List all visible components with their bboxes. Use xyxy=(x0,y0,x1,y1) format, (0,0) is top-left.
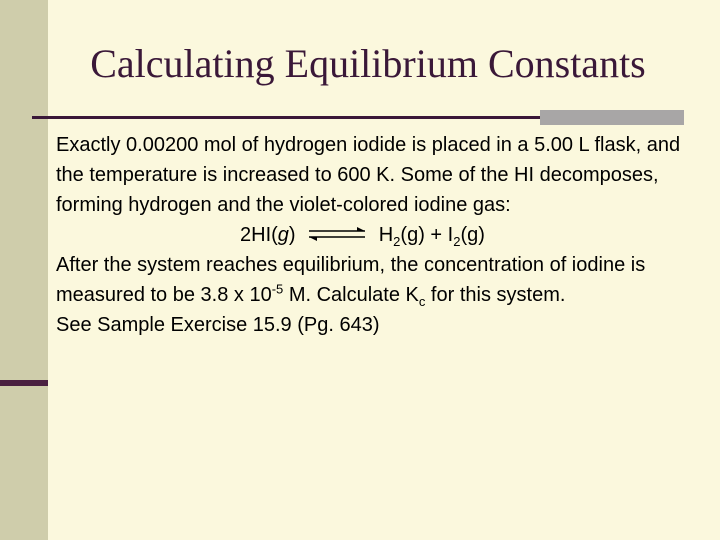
slide-body xyxy=(56,130,706,340)
question-statement xyxy=(56,250,706,310)
equation-product2-tail: (g) xyxy=(460,224,485,246)
equation-product1-sub: 2 xyxy=(393,234,401,249)
slide-title: Calculating Equilibrium Constants xyxy=(90,41,646,86)
problem-statement: Exactly 0.00200 mol of hydrogen iodide is placed in a 5.00 L flask, and the temperature is increased to 600 K. Some of the HI decomposes, forming hydrogen and the violet-colored iodine gas: xyxy=(56,134,681,216)
question-text-a: After the system reaches equilibrium, the concentration of iodine is measured to be 3.8 x 10 xyxy=(56,254,646,306)
left-accent-stripe xyxy=(0,380,48,386)
equation-reactant: 2HI( xyxy=(240,224,278,246)
question-subscript: c xyxy=(418,294,426,309)
equation-phase: g xyxy=(277,224,289,246)
title-underline-end xyxy=(540,110,684,125)
question-text-c: for this system. xyxy=(425,284,566,306)
equilibrium-arrows-icon xyxy=(305,226,369,242)
question-exponent: -5 xyxy=(271,281,284,297)
chemical-equation xyxy=(56,220,706,250)
equation-product2-sub: 2 xyxy=(453,234,461,249)
question-text-b: M. Calculate K xyxy=(283,284,419,306)
equation-product1: H xyxy=(378,224,394,246)
equation-reactant-close: ) xyxy=(288,224,296,246)
left-decor-bar xyxy=(0,0,48,540)
title-underline xyxy=(32,116,542,119)
reference-note: See Sample Exercise 15.9 (Pg. 643) xyxy=(56,314,380,336)
equation-plus: (g) + I xyxy=(400,224,454,246)
